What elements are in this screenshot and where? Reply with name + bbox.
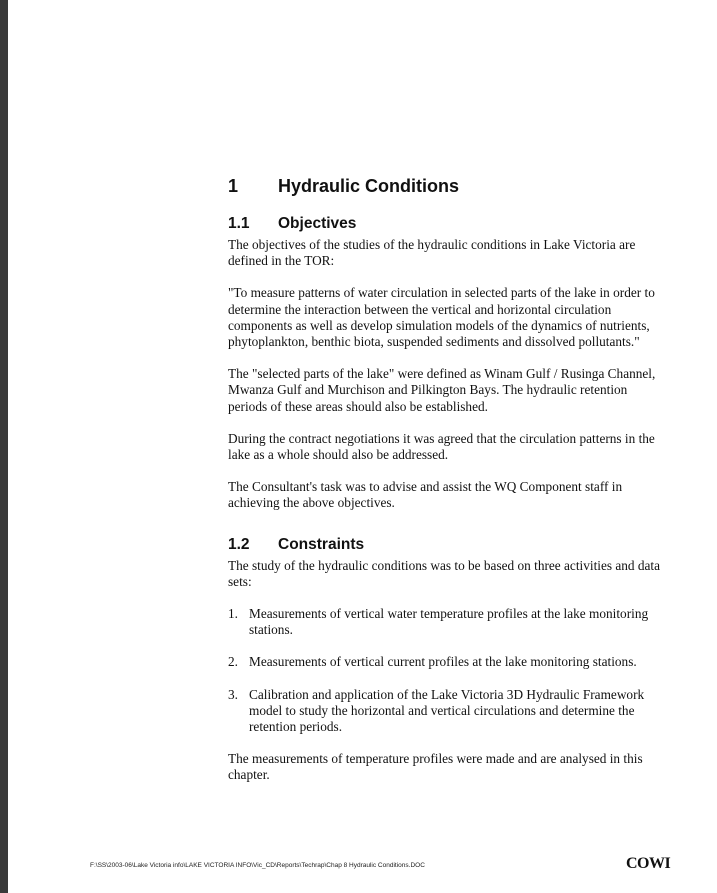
document-body: [228, 176, 668, 800]
paragraph: The objectives of the studies of the hydraulic conditions in Lake Victoria are defined in the TOR:: [228, 237, 636, 269]
paragraph: "To measure patterns of water circulation in selected parts of the lake in order to determine the interaction between the vertical and horizontal circulation components as well as develop simulation models of the dynamics of nutrients, phytoplankton, benthic biota, suspended sediments and dissolved pollutants.": [228, 285, 655, 350]
section-heading-constraints: [228, 536, 668, 554]
paragraph: The Consultant's task was to advise and assist the WQ Component staff in achieving the above objectives.: [228, 479, 623, 511]
section-title: Objectives: [278, 215, 357, 232]
paragraph: The measurements of temperature profiles were made and are analysed in this chapter.: [228, 751, 643, 783]
list-item-number: 2.: [228, 654, 238, 670]
chapter-heading: [228, 176, 668, 197]
section-heading-objectives: [228, 215, 668, 233]
list-item: [228, 654, 668, 670]
section-title: Constraints: [278, 535, 365, 553]
list-item-text: Calibration and application of the Lake Victoria 3D Hydraulic Framework model to study the horizontal and vertical circulations and determine the retention periods.: [249, 686, 645, 735]
list-item-number: 1.: [228, 606, 238, 622]
paragraph: The study of the hydraulic conditions was to be based on three activities and data sets:: [228, 557, 661, 589]
section-number: 1.1: [228, 215, 250, 232]
list-item: [228, 606, 668, 638]
list-item: [228, 687, 668, 736]
list-item-number: 3.: [228, 686, 238, 702]
chapter-number: 1: [228, 176, 239, 196]
constraints-list: [228, 606, 668, 735]
footer-file-path: F:\SS\2003-06\Lake Victoria info\LAKE VICTORIA INFO\Vic_CD\Reports\Techrap\Chap 8 Hydraulic Conditions.DOC: [90, 862, 425, 869]
list-item-text: Measurements of vertical current profiles at the lake monitoring stations.: [249, 654, 637, 670]
left-edge-bar: [0, 0, 8, 893]
list-item-text: Measurements of vertical water temperature profiles at the lake monitoring stations.: [249, 606, 649, 638]
paragraph: The "selected parts of the lake" were defined as Winam Gulf / Rusinga Channel, Mwanza Gulf and Murchison and Pilkington Bays. The hydraulic retention periods of these areas should also be established.: [228, 366, 656, 414]
chapter-title: Hydraulic Conditions: [278, 176, 460, 196]
cowi-logo: COWI: [626, 855, 671, 872]
section-number: 1.2: [228, 535, 250, 553]
paragraph: During the contract negotiations it was agreed that the circulation patterns in the lake as a whole should also be addressed.: [228, 430, 655, 463]
